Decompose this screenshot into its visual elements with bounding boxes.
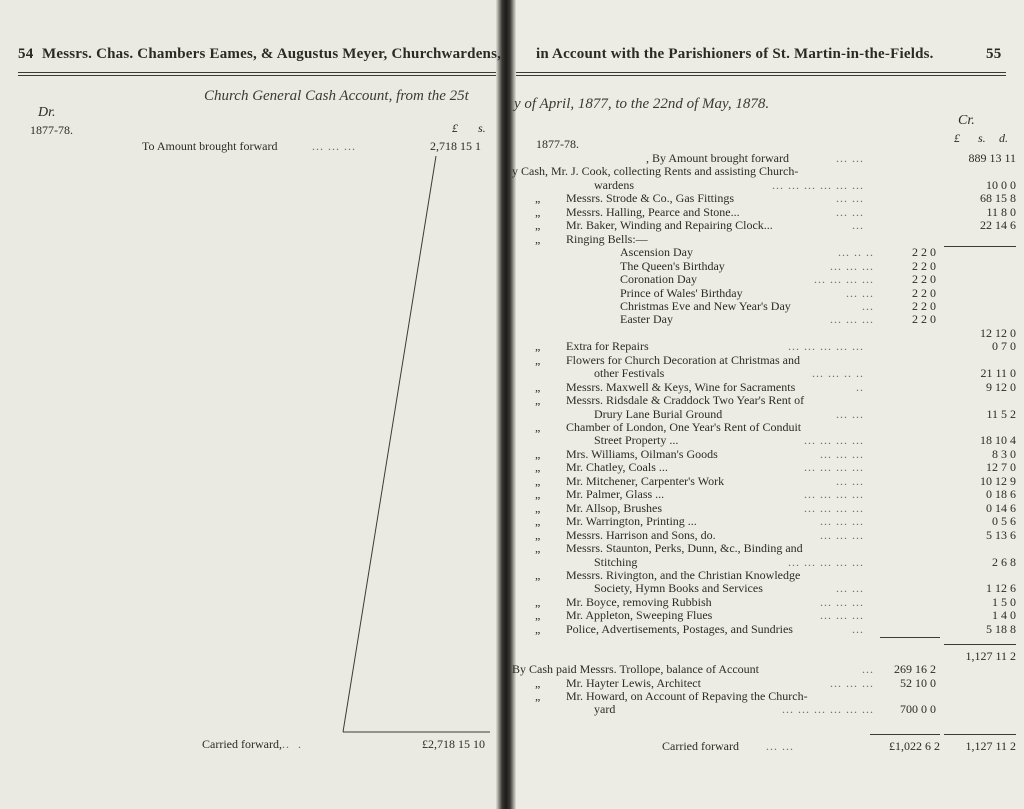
right-subtitle: y of April, 1877, to the 22nd of May, 1878. bbox=[514, 96, 770, 112]
leader-dots: ... ... ... ... ... bbox=[788, 339, 864, 354]
right-cf-dots: ... ... bbox=[766, 739, 794, 753]
outer-amount: 8 3 0 bbox=[992, 446, 1016, 461]
right-year-label: 1877-78. bbox=[536, 137, 579, 151]
leader-dots: ... bbox=[852, 621, 864, 636]
outer-amount: 12 7 0 bbox=[986, 460, 1016, 475]
ditto-mark: „ bbox=[535, 675, 541, 690]
leader-dots: ... ... ... ... bbox=[814, 272, 874, 287]
right-carried-forward-inner: £1,022 6 2 bbox=[889, 739, 940, 753]
entry-description: Messrs. Rivington, and the Christian Knowledge bbox=[566, 567, 801, 582]
outer-amount: 1 12 6 bbox=[986, 581, 1016, 596]
inner-amount: 2 2 0 bbox=[912, 312, 936, 327]
entry-description: Prince of Wales' Birthday bbox=[620, 285, 743, 300]
left-col-pound: £ bbox=[452, 121, 458, 135]
entry-description: Messrs. Staunton, Perks, Dunn, &c., Binding and bbox=[566, 541, 803, 556]
leader-dots: ... ... ... bbox=[820, 514, 864, 529]
left-col-shilling: s. bbox=[478, 121, 486, 135]
outer-amount: 1 5 0 bbox=[992, 594, 1016, 609]
entry-description: wardens bbox=[594, 177, 634, 192]
entry-description: Messrs. Harrison and Sons, do. bbox=[566, 527, 716, 542]
left-page-number: 54 bbox=[18, 46, 34, 62]
leader-dots: ... ... ... bbox=[820, 608, 864, 623]
inner-total-rule bbox=[870, 734, 940, 735]
inner-amount: 2 2 0 bbox=[912, 285, 936, 300]
entry-description: Drury Lane Burial Ground bbox=[594, 406, 723, 421]
entry-description: Street Property ... bbox=[594, 433, 679, 448]
leader-dots: ... ... ... ... ... bbox=[788, 554, 864, 569]
leader-dots: ... ... ... ... bbox=[804, 433, 864, 448]
leader-dots: ... ... ... ... bbox=[804, 487, 864, 502]
ditto-mark: „ bbox=[535, 567, 541, 582]
subtotal-rule bbox=[944, 644, 1016, 645]
ditto-mark: „ bbox=[535, 231, 541, 246]
ditto-mark: „ bbox=[535, 608, 541, 623]
ditto-mark: „ bbox=[535, 191, 541, 206]
outer-amount: 22 14 6 bbox=[980, 218, 1016, 233]
ditto-mark: „ bbox=[535, 514, 541, 529]
header-rule-right-2 bbox=[516, 75, 1006, 76]
left-bf-dots: ... ... ... bbox=[312, 139, 356, 153]
entry-description: Mr. Hayter Lewis, Architect bbox=[566, 675, 701, 690]
right-col-pound: £ bbox=[954, 131, 960, 145]
ditto-mark: „ bbox=[535, 594, 541, 609]
ditto-mark: „ bbox=[535, 500, 541, 515]
ditto-mark: „ bbox=[535, 460, 541, 475]
entry-description: Christmas Eve and New Year's Day bbox=[620, 298, 791, 313]
inner-sum-rule bbox=[880, 637, 940, 638]
leader-dots: ... ... bbox=[836, 191, 864, 206]
bells-sum-rule bbox=[944, 246, 1016, 247]
entry-description: Messrs. Strode & Co., Gas Fittings bbox=[566, 191, 735, 206]
ditto-mark: „ bbox=[535, 352, 541, 367]
leader-dots: ... ... bbox=[836, 406, 864, 421]
entry-description: Mr. Appleton, Sweeping Flues bbox=[566, 608, 713, 623]
right-page-number: 55 bbox=[986, 46, 1002, 62]
entry-description: The Queen's Birthday bbox=[620, 258, 725, 273]
outer-amount: 2 6 8 bbox=[992, 554, 1016, 569]
ditto-mark: „ bbox=[535, 218, 541, 233]
entry-description: Mr. Warrington, Printing ... bbox=[566, 514, 697, 529]
entry-description: yard bbox=[594, 702, 616, 717]
leader-dots: ... ... ... bbox=[830, 312, 874, 327]
outer-amount: 5 13 6 bbox=[986, 527, 1016, 542]
outer-amount: 21 11 0 bbox=[980, 366, 1016, 381]
outer-amount: 10 12 9 bbox=[980, 473, 1016, 488]
leader-dots: ... ... ... bbox=[820, 527, 864, 542]
dr-label: Dr. bbox=[38, 105, 56, 120]
leader-dots: ... ... bbox=[836, 581, 864, 596]
entry-description: Mr. Allsop, Brushes bbox=[566, 500, 663, 515]
leader-dots: ... ... ... ... bbox=[804, 460, 864, 475]
outer-amount: 1,127 11 2 bbox=[965, 648, 1016, 663]
entry-description: Easter Day bbox=[620, 312, 673, 327]
leader-dots: ... ... bbox=[846, 285, 874, 300]
left-subtitle: Church General Cash Account, from the 25t bbox=[204, 88, 469, 104]
outer-amount: 9 12 0 bbox=[986, 379, 1016, 394]
leader-dots: ... bbox=[852, 218, 864, 233]
right-carried-forward-outer: 1,127 11 2 bbox=[965, 739, 1016, 753]
entry-description: Coronation Day bbox=[620, 272, 697, 287]
entry-description: Extra for Repairs bbox=[566, 339, 649, 354]
leader-dots: ... bbox=[862, 298, 874, 313]
outer-amount: 10 0 0 bbox=[986, 177, 1016, 192]
right-carried-forward-label: Carried forward bbox=[662, 739, 739, 753]
ditto-mark: „ bbox=[535, 487, 541, 502]
outer-amount: 1 4 0 bbox=[992, 608, 1016, 623]
outer-amount: 12 12 0 bbox=[980, 325, 1016, 340]
outer-amount: 0 18 6 bbox=[986, 487, 1016, 502]
entry-description: Police, Advertisements, Postages, and Sundries bbox=[566, 621, 793, 636]
entry-description: Mr. Chatley, Coals ... bbox=[566, 460, 668, 475]
leader-dots: ... ... .. .. bbox=[812, 366, 864, 381]
leader-dots: ... ... ... ... ... ... bbox=[782, 702, 874, 717]
left-year-label: 1877-78. bbox=[30, 123, 73, 137]
header-rule-right bbox=[516, 72, 1006, 73]
entry-description: Mr. Howard, on Account of Repaving the Church- bbox=[566, 689, 808, 703]
outer-amount: 5 18 8 bbox=[986, 621, 1016, 636]
entry-description: Messrs. Halling, Pearce and Stone... bbox=[566, 204, 740, 219]
ditto-mark: „ bbox=[535, 473, 541, 488]
outer-amount: 889 13 11 bbox=[968, 151, 1016, 165]
left-brought-forward-label: To Amount brought forward bbox=[142, 139, 278, 153]
ditto-mark: „ bbox=[535, 339, 541, 354]
leader-dots: ... ... bbox=[836, 204, 864, 219]
leader-dots: ... ... ... bbox=[830, 258, 874, 273]
outer-amount: 68 15 8 bbox=[980, 191, 1016, 206]
leader-dots: ... ... ... bbox=[820, 594, 864, 609]
ditto-mark: „ bbox=[535, 204, 541, 219]
ditto-mark: „ bbox=[535, 379, 541, 394]
entry-description: y Cash, Mr. J. Cook, collecting Rents and assisting Church- bbox=[512, 164, 799, 179]
ditto-mark: „ bbox=[535, 446, 541, 461]
left-cf-dots: .. . bbox=[282, 737, 302, 751]
inner-amount: 2 2 0 bbox=[912, 298, 936, 313]
entry-description: Mr. Palmer, Glass ... bbox=[566, 487, 665, 502]
inner-amount: 269 16 2 bbox=[894, 662, 936, 677]
outer-amount: 11 5 2 bbox=[986, 406, 1016, 421]
ditto-mark: „ bbox=[535, 621, 541, 636]
entry-description: , By Amount brought forward bbox=[646, 151, 789, 165]
entry-description: Society, Hymn Books and Services bbox=[594, 581, 763, 596]
cancellation-diagonal-line bbox=[0, 0, 500, 809]
entry-description: By Cash paid Messrs. Trollope, balance of Account bbox=[512, 662, 759, 677]
entry-description: other Festivals bbox=[594, 366, 665, 381]
entry-description: Flowers for Church Decoration at Christmas and bbox=[566, 352, 800, 367]
leader-dots: ... ... ... bbox=[830, 675, 874, 690]
entry-description: Mr. Boyce, removing Rubbish bbox=[566, 594, 712, 609]
leader-dots: ... bbox=[862, 662, 874, 677]
leader-dots: ... ... ... ... bbox=[804, 500, 864, 515]
inner-amount: 700 0 0 bbox=[900, 702, 936, 717]
outer-amount: 0 5 6 bbox=[992, 514, 1016, 529]
right-col-pence: d. bbox=[999, 131, 1008, 145]
left-carried-forward-label: Carried forward, bbox=[202, 737, 282, 751]
inner-amount: 52 10 0 bbox=[900, 675, 936, 690]
leader-dots: .. bbox=[856, 379, 864, 394]
leader-dots: ... .. .. bbox=[838, 245, 874, 260]
ditto-mark: „ bbox=[535, 689, 541, 703]
entry-description: Messrs. Maxwell & Keys, Wine for Sacraments bbox=[566, 379, 796, 394]
entry-description: Mrs. Williams, Oilman's Goods bbox=[566, 446, 718, 461]
leader-dots: ... ... ... bbox=[820, 446, 864, 461]
entry-description: Mr. Mitchener, Carpenter's Work bbox=[566, 473, 725, 488]
leader-dots: ... ... bbox=[836, 151, 864, 165]
inner-amount: 2 2 0 bbox=[912, 258, 936, 273]
entry-description: Messrs. Ridsdale & Craddock Two Year's Rent of bbox=[566, 393, 805, 408]
outer-total-rule bbox=[944, 734, 1016, 735]
left-page-header: Messrs. Chas. Chambers Eames, & Augustus Meyer, Churchwardens, bbox=[42, 46, 502, 62]
entry-description: Chamber of London, One Year's Rent of Conduit bbox=[566, 420, 802, 434]
left-carried-forward-value: £2,718 15 10 bbox=[422, 737, 485, 751]
outer-amount: 0 7 0 bbox=[992, 339, 1016, 354]
inner-amount: 2 2 0 bbox=[912, 245, 936, 260]
outer-amount: 0 14 6 bbox=[986, 500, 1016, 515]
right-page-header: in Account with the Parishioners of St. Martin-in-the-Fields. bbox=[536, 46, 934, 62]
ditto-mark: „ bbox=[535, 393, 541, 408]
entry-description: Mr. Baker, Winding and Repairing Clock... bbox=[566, 218, 773, 233]
entry-description: Ascension Day bbox=[620, 245, 693, 260]
outer-amount: 18 10 4 bbox=[980, 433, 1016, 448]
ditto-mark: „ bbox=[535, 541, 541, 556]
right-col-shilling: s. bbox=[978, 131, 986, 145]
leader-dots: ... ... bbox=[836, 473, 864, 488]
inner-amount: 2 2 0 bbox=[912, 272, 936, 287]
entry-description: Ringing Bells:— bbox=[566, 231, 648, 246]
entry-description: Stitching bbox=[594, 554, 638, 569]
left-brought-forward-value: 2,718 15 1 bbox=[430, 139, 481, 153]
leader-dots: ... ... ... ... ... ... bbox=[772, 177, 864, 192]
ditto-mark: „ bbox=[535, 420, 541, 434]
cr-label: Cr. bbox=[958, 113, 975, 128]
ditto-mark: „ bbox=[535, 527, 541, 542]
outer-amount: 11 8 0 bbox=[986, 204, 1016, 219]
